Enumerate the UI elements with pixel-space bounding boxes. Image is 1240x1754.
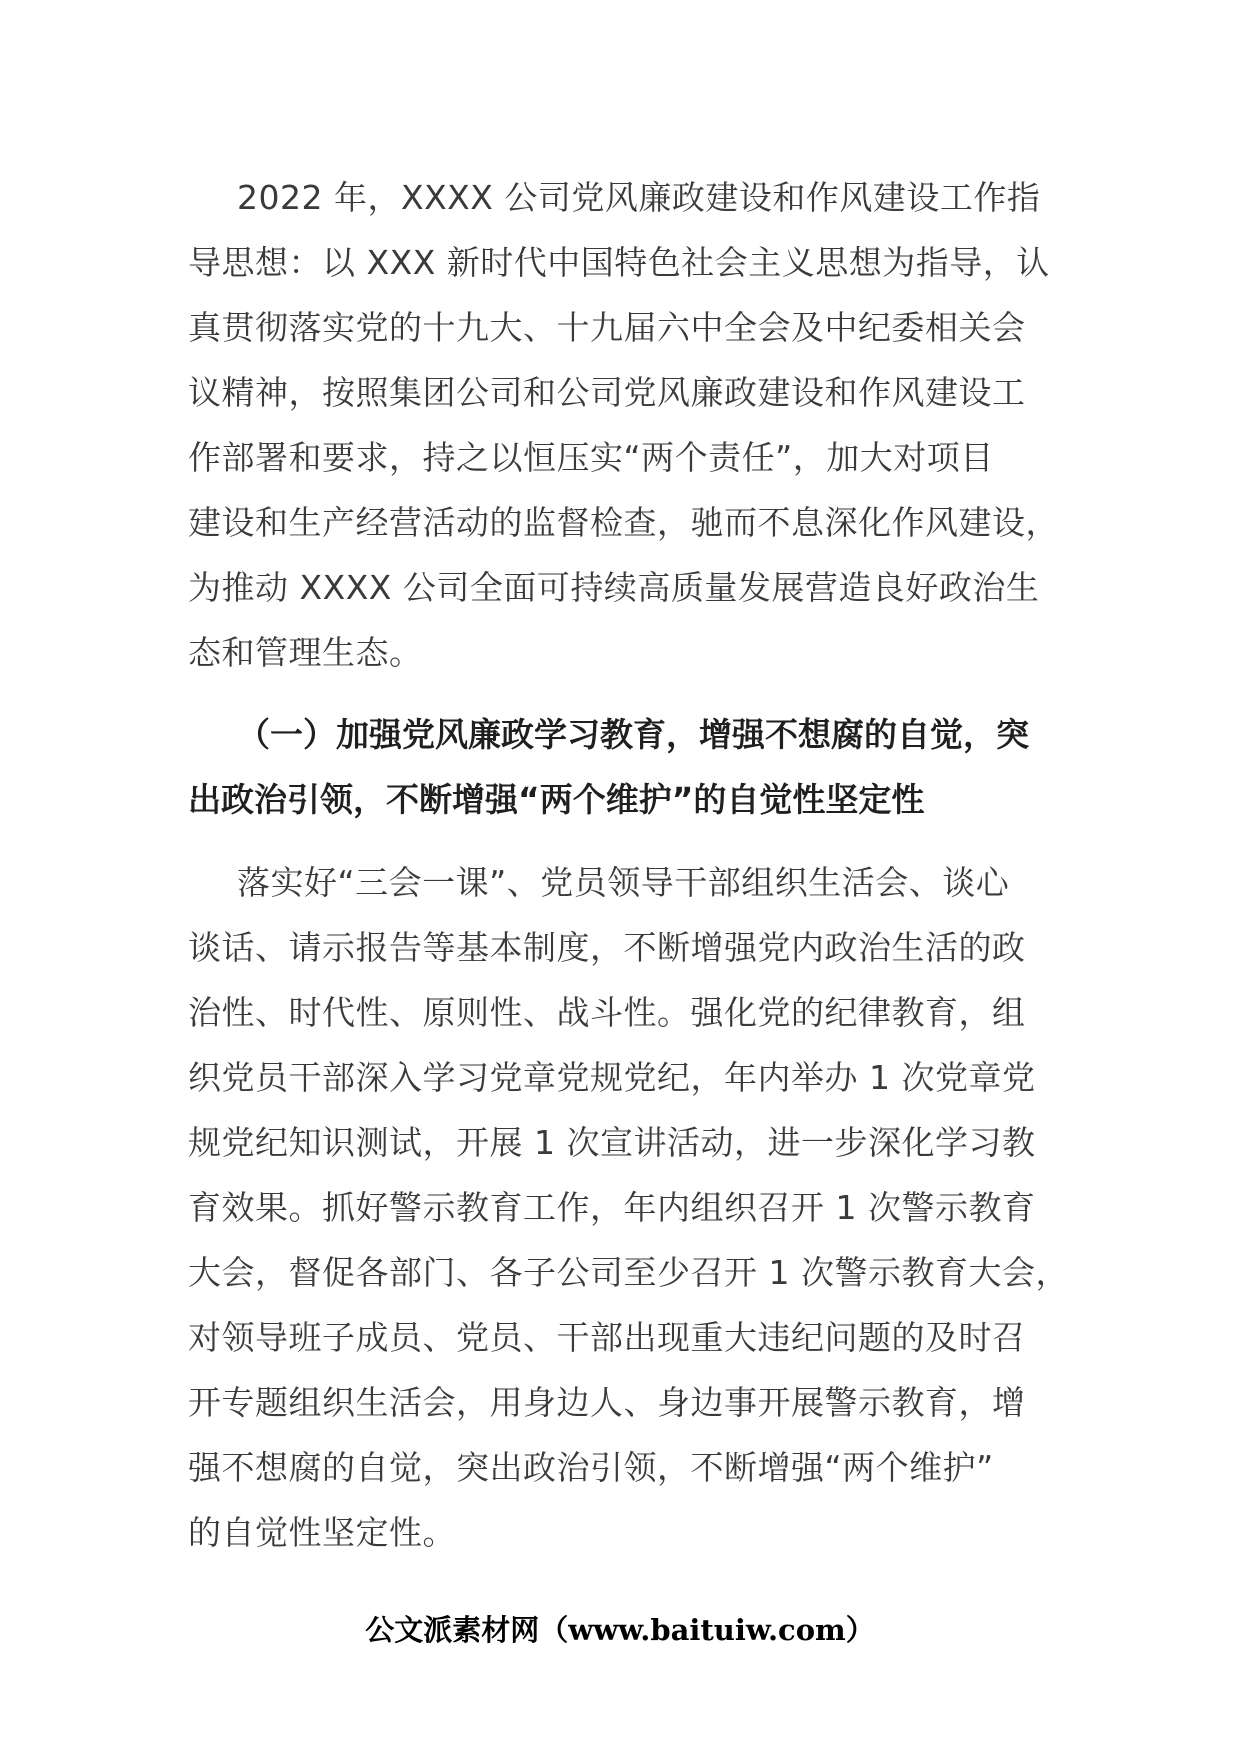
- paragraph-line: 谈话、请示报告等基本制度，不断增强党内政治生活的政: [188, 928, 1026, 967]
- paragraph-line: 强不想腐的自觉，突出政治引领，不断增强“两个维护”: [188, 1448, 994, 1487]
- paragraph-line: 导思想：以 XXX 新时代中国特色社会主义思想为指导，认: [188, 243, 1050, 282]
- section-heading: [188, 702, 1058, 832]
- heading-line: 出政治引领，不断增强“两个维护”的自觉性坚定性: [188, 780, 925, 819]
- paragraph-line: 开专题组织生活会，用身边人、身边事开展警示教育，增: [188, 1383, 1026, 1422]
- paragraph-line: 态和管理生态。: [188, 633, 423, 672]
- paragraph-line: 2022 年，XXXX 公司党风廉政建设和作风建设工作指: [237, 178, 1041, 217]
- paragraph-line: 织党员干部深入学习党章党规党纪，年内举办 1 次党章党: [188, 1058, 1036, 1097]
- paragraph-guiding-thought: [188, 165, 1058, 685]
- paragraph-line: 议精神，按照集团公司和公司党风廉政建设和作风建设工: [188, 373, 1026, 412]
- paragraph-line: 的自觉性坚定性。: [188, 1513, 456, 1552]
- footer-watermark: 公文派素材网（www.baituiw.com）: [365, 1613, 875, 1647]
- paragraph-line: 作部署和要求，持之以恒压实“两个责任”，加大对项目: [188, 438, 994, 477]
- paragraph-line: 规党纪知识测试，开展 1 次宣讲活动，进一步深化学习教: [188, 1123, 1036, 1162]
- paragraph-line: 对领导班子成员、党员、干部出现重大违纪问题的及时召: [188, 1318, 1026, 1357]
- paragraph-line: 育效果。抓好警示教育工作，年内组织召开 1 次警示教育: [188, 1188, 1036, 1227]
- paragraph-education: [188, 850, 1069, 1565]
- paragraph-line: 为推动 XXXX 公司全面可持续高质量发展营造良好政治生: [188, 568, 1040, 607]
- heading-line: （一）加强党风廉政学习教育，增强不想腐的自觉，突: [237, 715, 1029, 754]
- paragraph-line: 建设和生产经营活动的监督检查，驰而不息深化作风建设，: [188, 503, 1059, 542]
- paragraph-line: 大会，督促各部门、各子公司至少召开 1 次警示教育大会，: [188, 1253, 1069, 1292]
- paragraph-line: 真贯彻落实党的十九大、十九届六中全会及中纪委相关会: [188, 308, 1026, 347]
- paragraph-line: 落实好“三会一课”、党员领导干部组织生活会、谈心: [237, 863, 1010, 902]
- paragraph-line: 治性、时代性、原则性、战斗性。强化党的纪律教育，组: [188, 993, 1026, 1032]
